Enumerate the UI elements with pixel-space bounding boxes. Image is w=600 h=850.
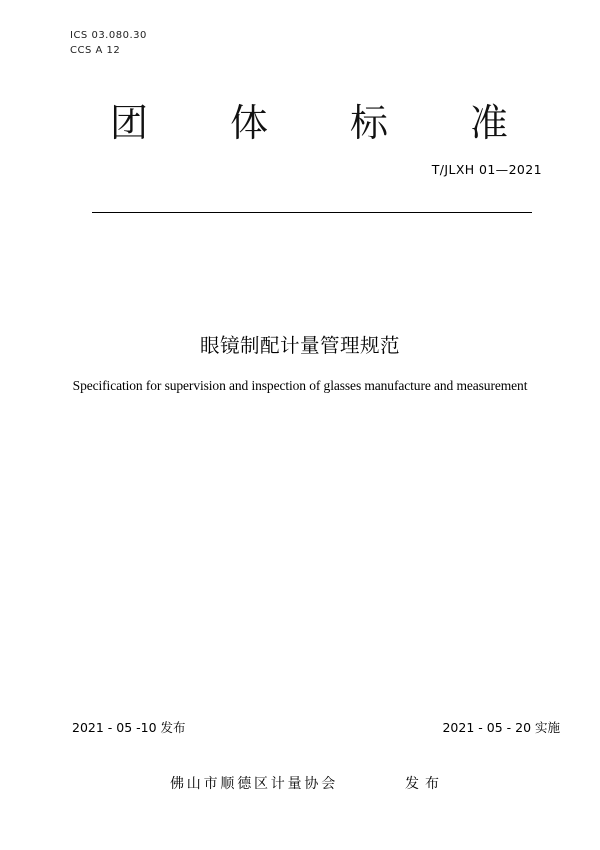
document-title-en: Specification for supervision and inspection of glasses manufacture and measurement — [72, 378, 528, 393]
standard-type-char: 标 — [349, 101, 388, 145]
standard-type-char: 体 — [229, 101, 268, 145]
issue-label: 发布 — [405, 776, 445, 792]
standard-type-title — [104, 96, 514, 150]
publish-date: 2021 - 05 -10 发布 — [72, 720, 186, 735]
document-title-cn: 眼镜制配计量管理规范 — [199, 334, 400, 357]
implement-date: 2021 - 05 - 20 实施 — [442, 720, 560, 735]
ics-code: ICS 03.080.30 — [70, 30, 147, 41]
standard-number: T/JLXH 01—2021 — [431, 162, 542, 177]
issuing-organization: 佛山市顺德区计量协会 — [170, 776, 338, 792]
ccs-code: CCS A 12 — [70, 45, 121, 56]
standard-type-char: 团 — [109, 101, 148, 145]
horizontal-divider — [92, 212, 532, 213]
standard-type-char: 准 — [469, 101, 508, 145]
